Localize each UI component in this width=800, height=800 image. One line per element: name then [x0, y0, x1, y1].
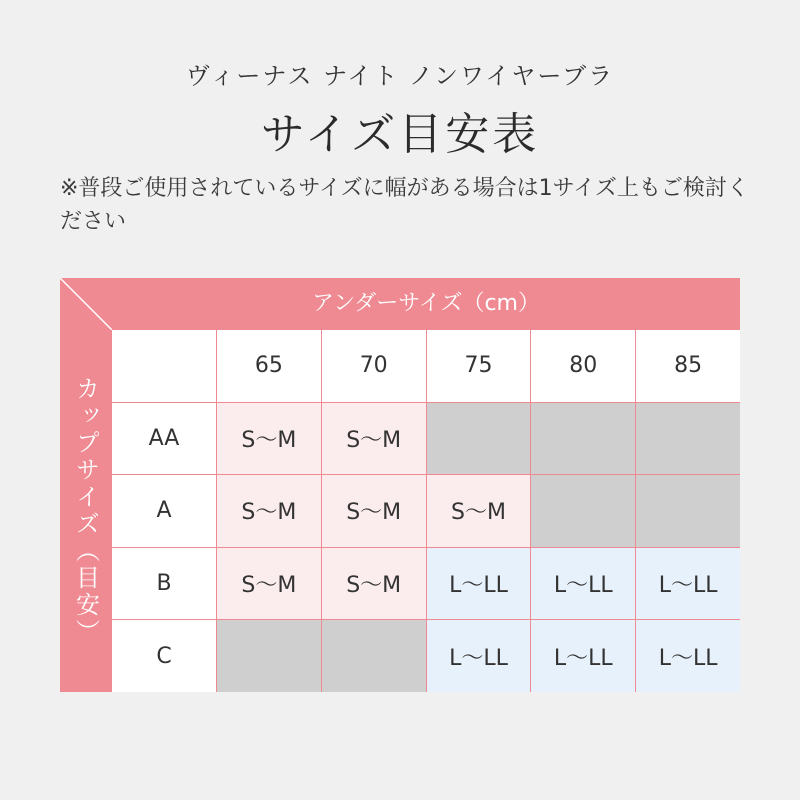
size-cell-unavailable: [322, 620, 426, 692]
size-note: ※普段ご使用されているサイズに幅がある場合は1サイズ上もご検討ください: [60, 176, 749, 234]
product-subtitle: ヴィーナス ナイト ノンワイヤーブラ: [185, 62, 615, 90]
size-cell-unavailable: [217, 620, 321, 692]
size-cell: S〜M: [322, 403, 426, 475]
size-cell: L〜LL: [427, 620, 531, 692]
size-cell-unavailable: [636, 403, 740, 475]
cup-label: AA: [112, 403, 216, 475]
size-cell: L〜LL: [636, 548, 740, 620]
cup-label: A: [112, 475, 216, 547]
size-cell: S〜M: [217, 403, 321, 475]
size-cell-unavailable: [531, 475, 635, 547]
under-size-col: 80: [531, 330, 635, 402]
size-cell: S〜M: [427, 475, 531, 547]
under-size-header: アンダーサイズ（cm）: [311, 291, 540, 316]
grid-corner-cell: [112, 330, 216, 402]
size-cell-unavailable: [531, 403, 635, 475]
page-title: サイズ目安表: [260, 109, 540, 160]
size-cell-unavailable: [636, 475, 740, 547]
size-grid: [112, 330, 740, 692]
under-size-col: 75: [427, 330, 531, 402]
size-cell-unavailable: [427, 403, 531, 475]
size-cell: S〜M: [322, 548, 426, 620]
corner-diagonal: [60, 278, 112, 330]
under-size-col: 70: [322, 330, 426, 402]
size-cell: L〜LL: [531, 620, 635, 692]
cup-size-header: [60, 330, 112, 692]
size-cell: L〜LL: [636, 620, 740, 692]
under-size-col: 65: [217, 330, 321, 402]
cup-size-label: カップサイズ（目安）: [71, 376, 100, 646]
cup-label: B: [112, 548, 216, 620]
size-cell: S〜M: [322, 475, 426, 547]
size-cell: S〜M: [217, 475, 321, 547]
size-chart: [60, 278, 740, 692]
cup-label: C: [112, 620, 216, 692]
under-size-col: 85: [636, 330, 740, 402]
size-cell: L〜LL: [531, 548, 635, 620]
size-cell: L〜LL: [427, 548, 531, 620]
size-cell: S〜M: [217, 548, 321, 620]
